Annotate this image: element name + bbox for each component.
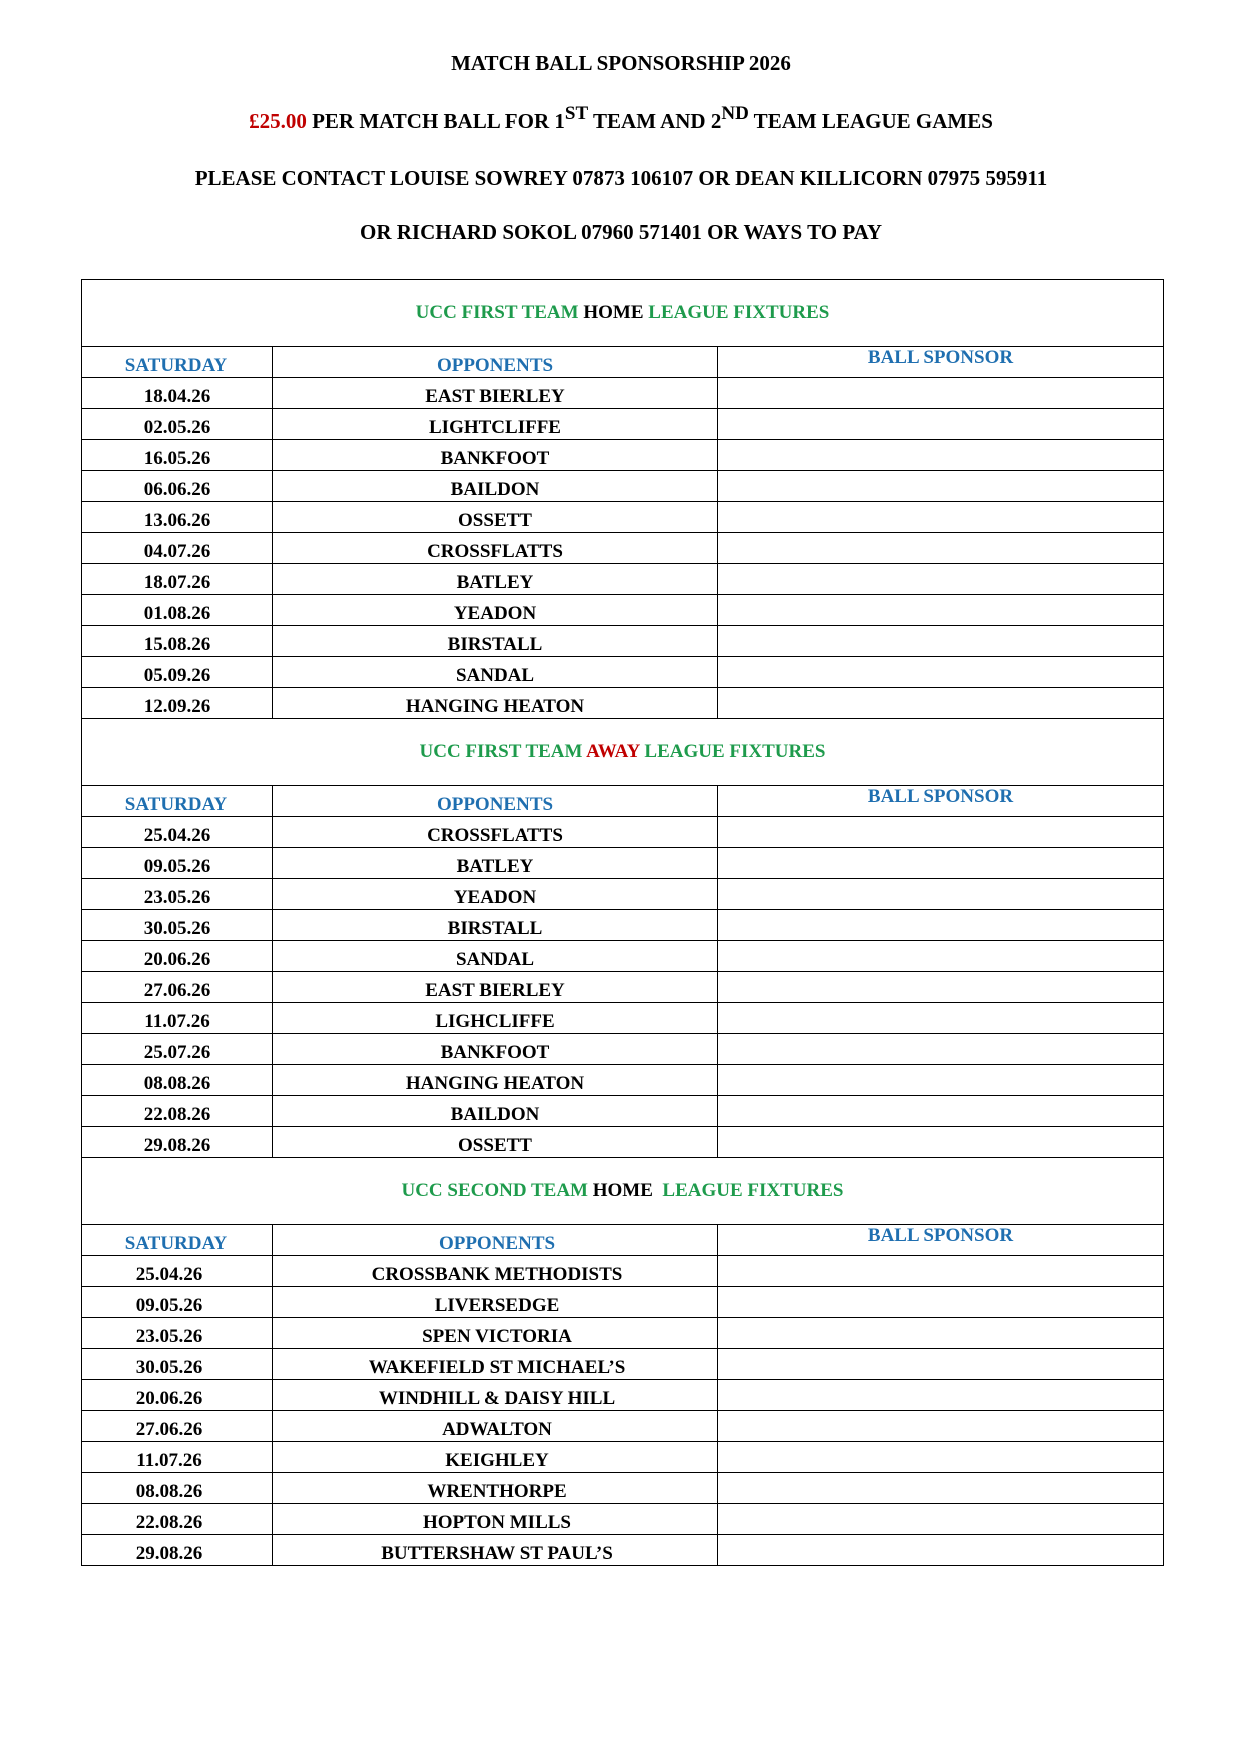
price-line [0, 103, 1242, 136]
table-row [82, 1380, 1164, 1411]
fixture-date: 09.05.26 [82, 848, 273, 879]
table-row [82, 879, 1164, 910]
section-title-team: UCC SECOND TEAM [401, 1180, 593, 1201]
fixture-date: 01.08.26 [82, 595, 273, 626]
column-header-date: SATURDAY [82, 786, 273, 817]
fixture-opponent: OSSETT [273, 1127, 718, 1158]
column-header-ball-sponsor: BALL SPONSOR [718, 786, 1164, 817]
section-title-suffix: LEAGUE FIXTURES [639, 741, 826, 762]
table-row [82, 1127, 1164, 1158]
fixture-opponent: HOPTON MILLS [273, 1504, 718, 1535]
ball-sponsor-cell[interactable] [718, 1349, 1164, 1380]
table-row [82, 1504, 1164, 1535]
ball-sponsor-cell[interactable] [718, 564, 1164, 595]
fixture-date: 15.08.26 [82, 626, 273, 657]
table-row [82, 1473, 1164, 1504]
section-title-suffix: LEAGUE FIXTURES [643, 302, 830, 323]
table-row [82, 941, 1164, 972]
table-row [82, 1065, 1164, 1096]
fixture-date: 12.09.26 [82, 688, 273, 719]
fixture-date: 25.07.26 [82, 1034, 273, 1065]
ball-sponsor-cell[interactable] [718, 595, 1164, 626]
table-row [82, 657, 1164, 688]
fixture-date: 20.06.26 [82, 941, 273, 972]
fixture-date: 04.07.26 [82, 533, 273, 564]
table-row [82, 595, 1164, 626]
fixture-opponent: CROSSFLATTS [273, 817, 718, 848]
table-row [82, 502, 1164, 533]
section-title-row [82, 1158, 1164, 1225]
table-row [82, 1096, 1164, 1127]
superscript-st: ST [564, 103, 589, 124]
fixture-date: 23.05.26 [82, 1318, 273, 1349]
fixture-opponent: BUTTERSHAW ST PAUL’S [273, 1535, 718, 1566]
fixture-opponent: BAILDON [273, 1096, 718, 1127]
column-header-date: SATURDAY [82, 347, 273, 378]
table-row [82, 1034, 1164, 1065]
table-row [82, 688, 1164, 719]
ball-sponsor-cell[interactable] [718, 1034, 1164, 1065]
ball-sponsor-cell[interactable] [718, 409, 1164, 440]
column-header-date: SATURDAY [82, 1225, 273, 1256]
section-title-row [82, 280, 1164, 347]
fixture-opponent: YEADON [273, 879, 718, 910]
ball-sponsor-cell[interactable] [718, 533, 1164, 564]
column-header-opponents: OPPONENTS [273, 1225, 718, 1256]
fixtures-body [82, 280, 1164, 1566]
fixture-date: 30.05.26 [82, 1349, 273, 1380]
fixture-opponent: WRENTHORPE [273, 1473, 718, 1504]
ball-sponsor-cell[interactable] [718, 1442, 1164, 1473]
table-row [82, 564, 1164, 595]
superscript-nd: ND [721, 103, 749, 124]
ball-sponsor-cell[interactable] [718, 1256, 1164, 1287]
ball-sponsor-cell[interactable] [718, 688, 1164, 719]
column-header-opponents: OPPONENTS [273, 347, 718, 378]
section-title-venue: HOME [583, 302, 644, 323]
table-row [82, 817, 1164, 848]
fixture-opponent: WAKEFIELD ST MICHAEL’S [273, 1349, 718, 1380]
fixture-date: 23.05.26 [82, 879, 273, 910]
table-row [82, 1535, 1164, 1566]
fixture-opponent: CROSSBANK METHODISTS [273, 1256, 718, 1287]
fixture-opponent: EAST BIERLEY [273, 972, 718, 1003]
ball-sponsor-cell[interactable] [718, 817, 1164, 848]
fixture-date: 25.04.26 [82, 1256, 273, 1287]
table-row [82, 1003, 1164, 1034]
fixture-opponent: EAST BIERLEY [273, 378, 718, 409]
table-row [82, 378, 1164, 409]
ball-sponsor-cell[interactable] [718, 879, 1164, 910]
ball-sponsor-cell[interactable] [718, 1504, 1164, 1535]
fixture-date: 18.04.26 [82, 378, 273, 409]
fixture-date: 02.05.26 [82, 409, 273, 440]
table-row [82, 1287, 1164, 1318]
ball-sponsor-cell[interactable] [718, 657, 1164, 688]
ball-sponsor-cell[interactable] [718, 1287, 1164, 1318]
ball-sponsor-cell[interactable] [718, 910, 1164, 941]
section-title-row [82, 719, 1164, 786]
fixture-opponent: SANDAL [273, 941, 718, 972]
fixtures-table [81, 279, 1164, 1566]
fixture-date: 13.06.26 [82, 502, 273, 533]
contact-line-1: PLEASE CONTACT LOUISE SOWREY 07873 106107 OR DEAN KILLICORN 07975 595911 [194, 166, 1048, 190]
fixture-date: 29.08.26 [82, 1535, 273, 1566]
fixture-opponent: HANGING HEATON [273, 688, 718, 719]
fixture-opponent: LIGHTCLIFFE [273, 409, 718, 440]
table-row [82, 1411, 1164, 1442]
fixture-opponent: LIVERSEDGE [273, 1287, 718, 1318]
fixture-opponent: ADWALTON [273, 1411, 718, 1442]
table-row [82, 1318, 1164, 1349]
ball-sponsor-cell[interactable] [718, 941, 1164, 972]
fixture-date: 08.08.26 [82, 1065, 273, 1096]
section-title-venue: AWAY [586, 741, 640, 762]
column-header-ball-sponsor: BALL SPONSOR [718, 347, 1164, 378]
column-header-ball-sponsor: BALL SPONSOR [718, 1225, 1164, 1256]
fixture-opponent: CROSSFLATTS [273, 533, 718, 564]
table-row [82, 910, 1164, 941]
contact-line-2: OR RICHARD SOKOL 07960 571401 OR WAYS TO PAY [360, 220, 882, 244]
section-title-team: UCC FIRST TEAM [415, 302, 584, 323]
column-header-row [82, 347, 1164, 378]
ball-sponsor-cell[interactable] [718, 1318, 1164, 1349]
fixture-opponent: LIGHCLIFFE [273, 1003, 718, 1034]
ball-sponsor-cell[interactable] [718, 1003, 1164, 1034]
fixture-opponent: SPEN VICTORIA [273, 1318, 718, 1349]
fixture-date: 11.07.26 [82, 1442, 273, 1473]
table-row [82, 1442, 1164, 1473]
ball-sponsor-cell[interactable] [718, 972, 1164, 1003]
fixture-opponent: HANGING HEATON [273, 1065, 718, 1096]
section-title [82, 719, 1164, 786]
price-amount: £25.00 [249, 109, 307, 133]
fixture-date: 11.07.26 [82, 1003, 273, 1034]
table-row [82, 848, 1164, 879]
fixture-date: 27.06.26 [82, 972, 273, 1003]
fixture-opponent: BIRSTALL [273, 626, 718, 657]
column-header-opponents: OPPONENTS [273, 786, 718, 817]
fixture-opponent: WINDHILL & DAISY HILL [273, 1380, 718, 1411]
ball-sponsor-cell[interactable] [718, 1411, 1164, 1442]
price-text-2: TEAM AND 2 [588, 109, 722, 133]
section-title [82, 280, 1164, 347]
ball-sponsor-cell[interactable] [718, 1380, 1164, 1411]
ball-sponsor-cell[interactable] [718, 1127, 1164, 1158]
fixture-opponent: YEADON [273, 595, 718, 626]
table-row [82, 1349, 1164, 1380]
page-title: MATCH BALL SPONSORSHIP 2026 [451, 51, 791, 75]
fixture-date: 09.05.26 [82, 1287, 273, 1318]
fixture-opponent: BATLEY [273, 848, 718, 879]
fixture-date: 22.08.26 [82, 1096, 273, 1127]
table-row [82, 626, 1164, 657]
ball-sponsor-cell[interactable] [718, 1096, 1164, 1127]
table-row [82, 409, 1164, 440]
section-title-venue: HOME [592, 1180, 653, 1201]
table-row [82, 471, 1164, 502]
fixture-date: 25.04.26 [82, 817, 273, 848]
ball-sponsor-cell[interactable] [718, 440, 1164, 471]
fixture-opponent: BIRSTALL [273, 910, 718, 941]
table-row [82, 440, 1164, 471]
ball-sponsor-cell[interactable] [718, 1473, 1164, 1504]
column-header-row [82, 786, 1164, 817]
table-row [82, 972, 1164, 1003]
section-title-suffix: LEAGUE FIXTURES [652, 1180, 844, 1201]
fixture-date: 18.07.26 [82, 564, 273, 595]
ball-sponsor-cell[interactable] [718, 471, 1164, 502]
price-text-1: PER MATCH BALL FOR 1 [306, 109, 565, 133]
fixture-date: 29.08.26 [82, 1127, 273, 1158]
fixture-date: 30.05.26 [82, 910, 273, 941]
ball-sponsor-cell[interactable] [718, 378, 1164, 409]
fixture-date: 22.08.26 [82, 1504, 273, 1535]
ball-sponsor-cell[interactable] [718, 502, 1164, 533]
ball-sponsor-cell[interactable] [718, 626, 1164, 657]
ball-sponsor-cell[interactable] [718, 1535, 1164, 1566]
fixture-date: 06.06.26 [82, 471, 273, 502]
fixture-opponent: KEIGHLEY [273, 1442, 718, 1473]
fixture-date: 08.08.26 [82, 1473, 273, 1504]
fixture-date: 27.06.26 [82, 1411, 273, 1442]
price-text-3: TEAM LEAGUE GAMES [748, 109, 993, 133]
fixture-opponent: BANKFOOT [273, 1034, 718, 1065]
table-row [82, 533, 1164, 564]
fixture-opponent: BANKFOOT [273, 440, 718, 471]
section-title-team: UCC FIRST TEAM [419, 741, 587, 762]
fixture-opponent: BAILDON [273, 471, 718, 502]
section-title [82, 1158, 1164, 1225]
ball-sponsor-cell[interactable] [718, 848, 1164, 879]
ball-sponsor-cell[interactable] [718, 1065, 1164, 1096]
fixture-opponent: BATLEY [273, 564, 718, 595]
column-header-row [82, 1225, 1164, 1256]
table-row [82, 1256, 1164, 1287]
fixture-date: 16.05.26 [82, 440, 273, 471]
fixture-opponent: OSSETT [273, 502, 718, 533]
fixture-date: 20.06.26 [82, 1380, 273, 1411]
fixture-opponent: SANDAL [273, 657, 718, 688]
fixture-date: 05.09.26 [82, 657, 273, 688]
